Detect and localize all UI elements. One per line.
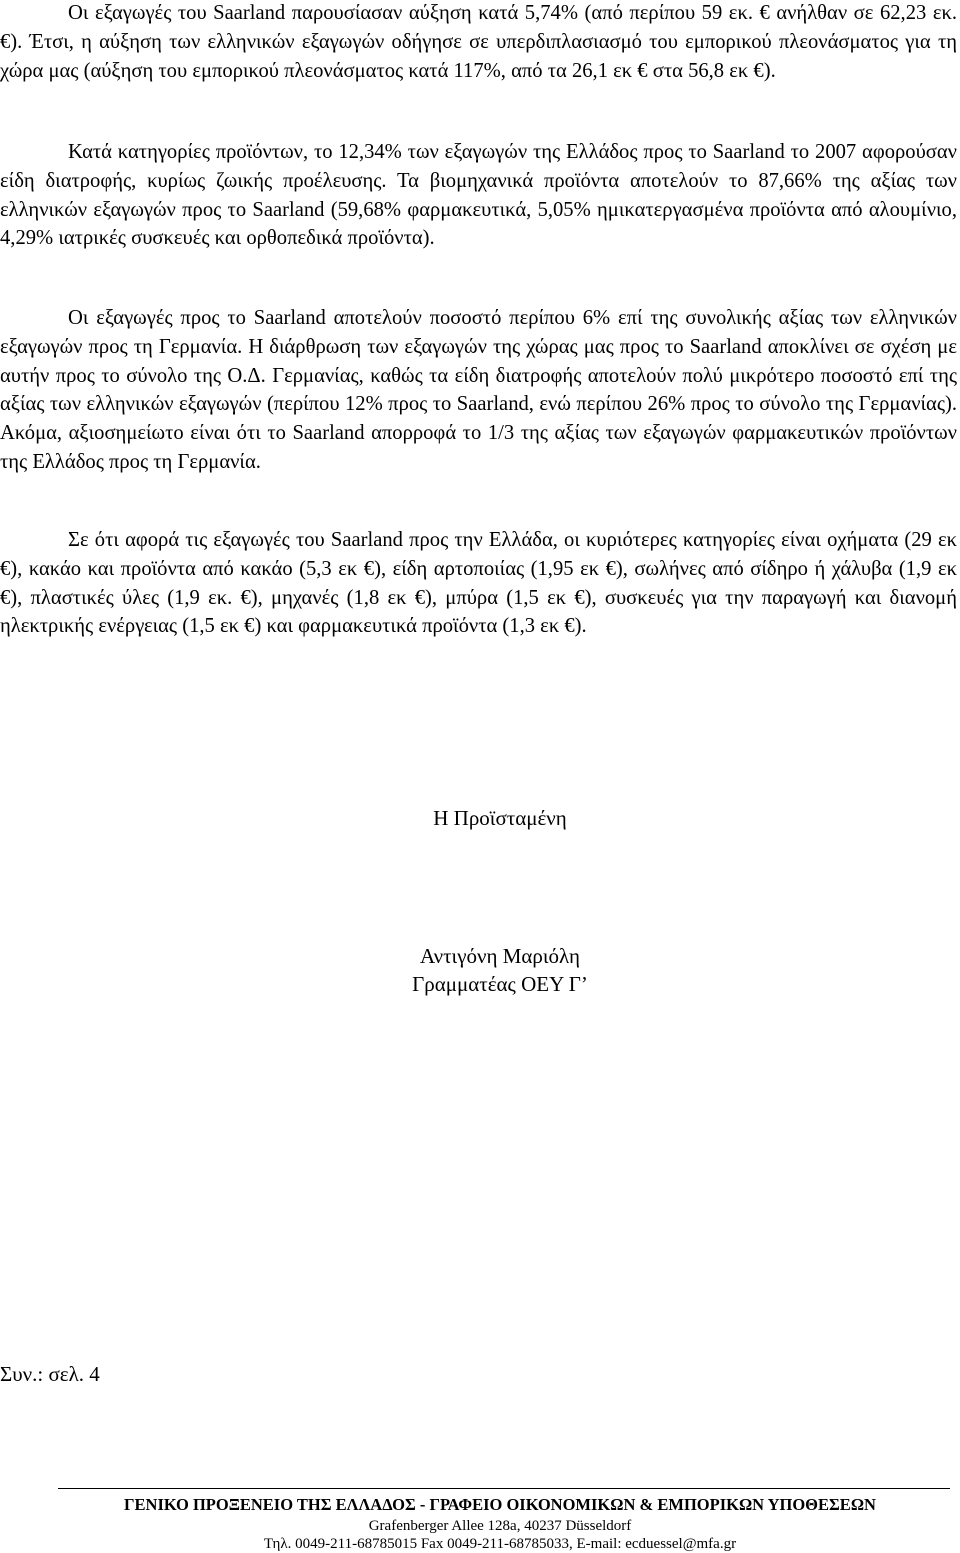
footer-divider [58,1488,950,1489]
footer-contact: Τηλ. 0049-211-68785015 Fax 0049-211-68785033, E-mail: ecduessel@mfa.gr [263,1536,737,1552]
body-paragraph-2 [0,138,957,253]
body-paragraph-1 [0,0,957,85]
body-paragraph-4 [0,526,957,641]
footer-organization: ΓΕΝΙΚΟ ΠΡΟΞΕΝΕΙΟ ΤΗΣ ΕΛΛΑΔΟΣ - ΓΡΑΦΕΙΟ ΟΙΚΟΝΟΜΙΚΩΝ & ΕΜΠΟΡΙΚΩΝ ΥΠΟΘΕΣΕΩΝ [124,1495,876,1514]
body-paragraph-3 [0,304,957,477]
signer-role: Γραμματέας ΟΕΥ Γ’ [412,972,588,996]
paragraph-4-text: Σε ότι αφορά τις εξαγωγές του Saarland προς την Ελλάδα, οι κυριότερες κατηγορίες είναι οχήματα (29 εκ €), κακάο και προϊόντα από κακάο (5,3 εκ €), είδη αρτοποιίας (1,95 εκ €), σωλήνες από σίδηρο ή χάλυβα (1,9 εκ €), πλαστικές ύλες (1,9 εκ. €), μηχανές (1,8 εκ €), μπύρα (1,5 εκ €), συσκευές για την παραγωγή και διανομή ηλεκτρικής ενέργειας (1,5 εκ €) και φαρμακευτικά προϊόντα (1,3 εκ €). [0,529,957,638]
paragraph-1-text: Οι εξαγωγές του Saarland παρουσίασαν αύξηση κατά 5,74% (από περίπου 59 εκ. € ανήλθαν σε 62,23 εκ. €). Έτσι, η αύξηση των ελληνικών εξαγωγών οδήγησε σε υπερδιπλασιασμό του εμπορικού πλεονάσματος για τη χώρα μας (αύξηση του εμπορικού πλεονάσματος κατά 117%, από τα 26,1 εκ € στα 56,8 εκ €). [0,2,957,82]
signer-name: Αντιγόνη Μαριόλη [420,944,580,968]
footer-address: Grafenberger Allee 128a, 40237 Düsseldorf [368,1518,632,1534]
attachments-note: Συν.: σελ. 4 [0,1362,100,1386]
paragraph-2-text: Κατά κατηγορίες προϊόντων, το 12,34% των εξαγωγών της Ελλάδος προς το Saarland το 2007 αφορούσαν είδη διατροφής, κυρίως ζωικής προέλευσης. Τα βιομηχανικά προϊόντα αποτελούν το 87,66% της αξίας των ελληνικών εξαγωγών προς το Saarland (59,68% φαρμακευτικά, 5,05% ημικατεργασμένα προϊόντα από αλουμίνιο, 4,29% ιατρικές συσκευές και ορθοπεδικά προϊόντα). [0,141,957,250]
paragraph-3-text: Οι εξαγωγές προς το Saarland αποτελούν ποσοστό περίπου 6% επί της συνολικής αξίας των ελληνικών εξαγωγών προς τη Γερμανία. Η διάρθρωση των εξαγωγών της χώρας μας προς το Saarland αποκλίνει σε σχέση με αυτήν προς το σύνολο της Ο.Δ. Γερμανίας, καθώς τα είδη διατροφής αποτελούν πολύ μικρότερο ποσοστό επί της αξίας των ελληνικών εξαγωγών (περίπου 12% προς το Saarland, ενώ περίπου 26% προς το σύνολο της Γερμανίας). Ακόμα, αξιοσημείωτο είναι ότι το Saarland απορροφά το 1/3 της αξίας των εξαγωγών φαρμακευτικών προϊόντων της Ελλάδος προς τη Γερμανία. [0,307,957,473]
signer-title: Η Προϊσταμένη [433,806,567,830]
